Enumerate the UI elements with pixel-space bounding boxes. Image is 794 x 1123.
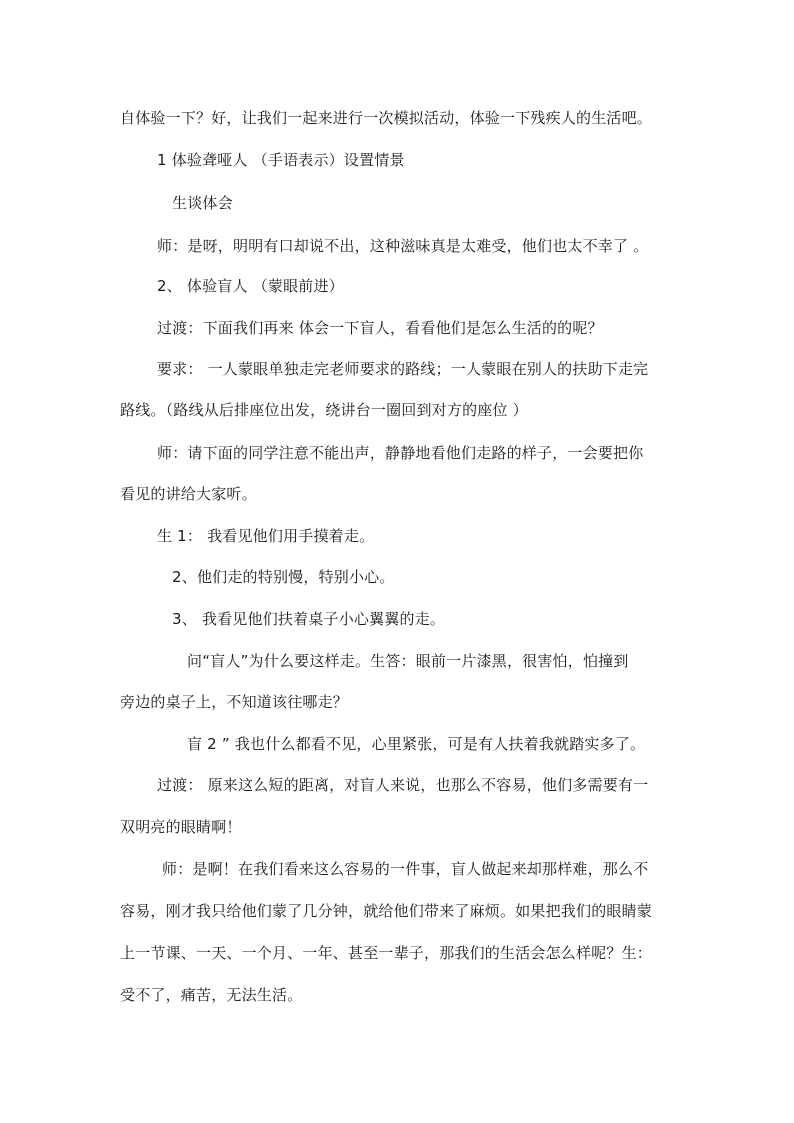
text-line: 问“盲人”为什么要这样走。生答：眼前一片漆黑，很害怕，怕撞到	[187, 652, 629, 670]
text-line: 生谈体会	[172, 194, 233, 212]
text-line: 受不了，痛苦，无法生活。	[120, 986, 303, 1004]
text-line: 生 1： 我看见他们用手摸着走。	[157, 527, 375, 545]
text-line: 双明亮的眼睛啊！	[120, 818, 242, 836]
text-line: 2、 体验盲人 （蒙眼前进）	[157, 277, 344, 295]
text-line: 旁边的桌子上，不知道该往哪走？	[120, 693, 349, 711]
text-line: 自体验一下？好，让我们一起来进行一次模拟活动，体验一下残疾人的生活吧。	[120, 109, 653, 127]
text-line: 看见的讲给大家听。	[120, 485, 257, 503]
text-line: 容易，刚才我只给他们蒙了几分钟，就给他们带来了麻烦。如果把我们的眼睛蒙	[120, 902, 653, 920]
text-line: 要求： 一人蒙眼单独走完老师要求的路线；一人蒙眼在别人的扶助下走完	[157, 360, 649, 378]
text-line: 3、 我看见他们扶着桌子小心翼翼的走。	[172, 610, 446, 628]
text-line: 过渡：下面我们再来 体会一下盲人，看看他们是怎么生活的的呢？	[157, 319, 603, 337]
text-line: 师：请下面的同学注意不能出声，静静地看他们走路的样子，一会要把你	[157, 444, 644, 462]
text-line: 上一节课、一天、一个月、一年、甚至一辈子，那我们的生活会怎么样呢？生：	[120, 944, 653, 962]
text-line: 过渡： 原来这么短的距离，对盲人来说，也那么不容易，他们多需要有一	[157, 776, 649, 794]
text-line: 盲 2 ” 我也什么都看不见，心里紧张，可是有人扶着我就踏实多了。	[187, 735, 646, 753]
text-line: 1 体验聋哑人 （手语表示）设置情景	[157, 151, 405, 169]
text-line: 师：是呀，明明有口却说不出，这种滋味真是太难受，他们也太不幸了 。	[157, 237, 649, 255]
text-line: 师：是啊！在我们看来这么容易的一件事，盲人做起来却那样难，那么不	[162, 860, 649, 878]
text-line: 2、他们走的特别慢，特别小心。	[172, 568, 395, 586]
text-line: 路线。（路线从后排座位出发，绕讲台一圈回到对方的座位 ）	[120, 401, 528, 419]
